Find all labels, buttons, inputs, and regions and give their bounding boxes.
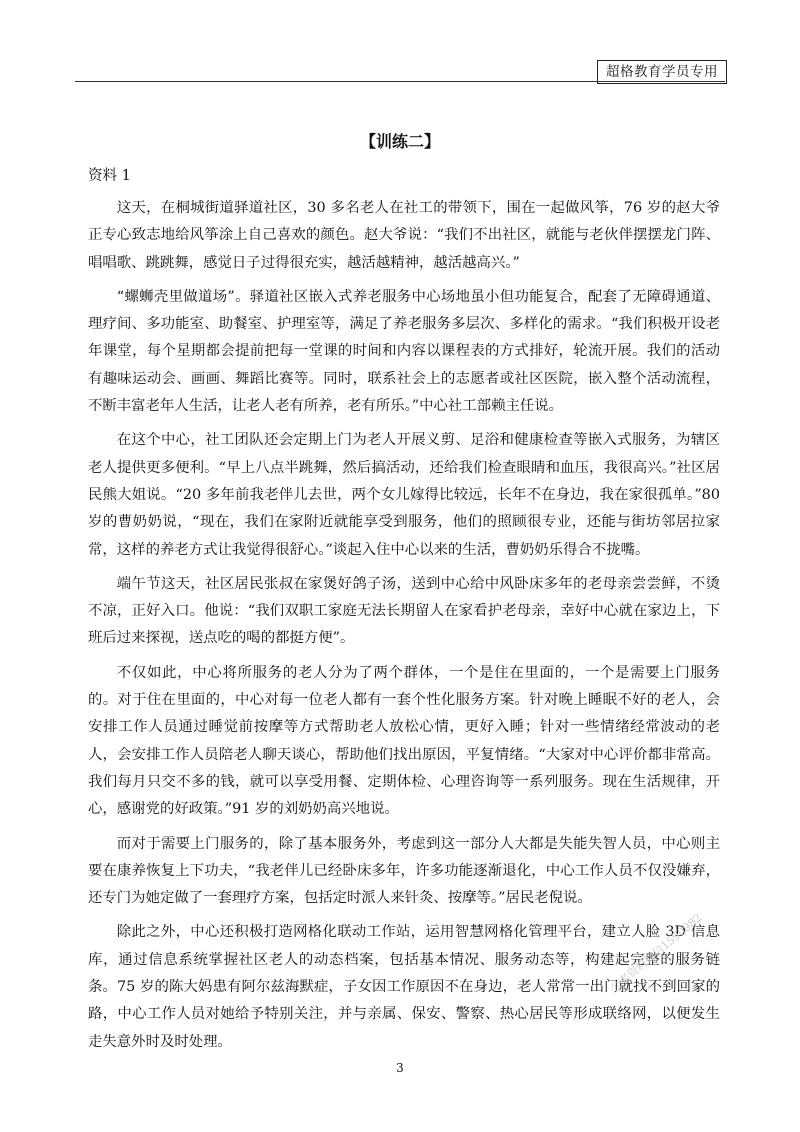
paragraph-3: 在这个中心，社工团队还会定期上门为老人开展义剪、足浴和健康检查等嵌入式服务，为辖区老人提供更多便利。“早上八点半跳舞，然后搞活动，还给我们检查眼睛和血压，我很高兴。”社区居民熊大姐说。“20 多年前我老伴儿去世，两个女儿嫁得比较远，长年不在身边，我在家很孤单。”80 岁的曹奶奶说，“现在，我们在家附近就能享受到服务，他们的照顾很专业，还能与街坊邻居拉家常，这样的养老方式让我觉得很舒心。”谈起入住中心以来的生活，曹奶奶乐得合不拢嘴。 — [88, 432, 720, 558]
paragraph-2: “螺蛳壳里做道场”。驿道社区嵌入式养老服务中心场地虽小但功能复合，配套了无障碍通道、理疗间、多功能室、助餐室、护理室等，满足了养老服务多层次、多样化的需求。“我们积极开设老年课堂，每个星期都会提前把每一堂课的时间和内容以课程表的方式排好，轮流开展。我们的活动有趣味运动会、画画、舞蹈比赛等。同时，联系社会上的志愿者或社区医院，嵌入整个活动流程，不断丰富老年人生活，让老人老有所养，老有所乐。”中心社工部赖主任说。 — [88, 288, 720, 415]
paragraph-7: 除此之外，中心还积极打造网格化联动工作站，运用智慧网格化管理平台，建立人脸 3D 信息库，通过信息系统掌握社区老人的动态档案，包括基本情况、服务动态等，构建起完整的服务链条。75 岁的陈大妈患有阿尔兹海默症，子女因工作原因不在身边，老人常常一出门就找不到回家的路，中心工作人员对她给予特别关注，并与亲属、保安、警察、热心居民等形成联络网，以便发生走失意外时及时处理。 — [88, 924, 720, 1050]
paragraph-5: 不仅如此，中心将所服务的老人分为了两个群体，一个是住在里面的，一个是需要上门服务的。对于住在里面的，中心对每一位老人都有一套个性化服务方案。针对晚上睡眠不好的老人，会安排工作人员通过睡觉前按摩等方式帮助老人放松心情，更好入睡；针对一些情绪经常波动的老人，会安排工作人员陪老人聊天谈心，帮助他们找出原因，平复情绪。“大家对中心评价都非常高。我们每月只交不多的钱，就可以享受用餐、定期体检、心理咨询等一系列服务。现在生活规律，开心，感谢党的好政策。”91 岁的刘奶奶高兴地说。 — [88, 664, 720, 818]
stamp-label: 超格教育学员专用 — [597, 60, 727, 84]
paragraph-1: 这天，在桐城街道驿道社区，30 多名老人在社工的带领下，围在一起做风筝，76 岁的赵大爷正专心致志地给风筝涂上自己喜欢的颜色。赵大爷说：“我们不出社区，就能与老伙伴摆摆龙门阵、唱唱歌、跳跳舞，感觉日子过得很充实，越活越精神，越活越高兴。” — [88, 200, 720, 271]
page-title: 【训练二】 — [359, 132, 440, 151]
document-body — [88, 165, 720, 1063]
page-number: 3 — [396, 1061, 404, 1075]
watermark: 公考资料微信1590982 — [608, 911, 705, 995]
paragraph-6: 而对于需要上门服务的，除了基本服务外，考虑到这一部分人大都是失能失智人员，中心则主要在康养恢复上下功夫，“我老伴儿已经卧床多年，许多功能逐渐退化，中心工作人员不仅没嫌弃，还专门为她定做了一套理疗方案，包括定时派人来针灸、按摩等。”居民老倪说。 — [88, 835, 720, 907]
paragraph-4: 端午节这天，社区居民张叔在家煲好鸽子汤，送到中心给中风卧床多年的老母亲尝尝鲜，不烫不凉，正好入口。他说：“我们双职工家庭无法长期留人在家看护老母亲，幸好中心就在家边上，下班后过来探视，送点吃的喝的都挺方便”。 — [88, 575, 720, 647]
header-divider — [75, 81, 725, 82]
section-label: 资料 1 — [88, 168, 131, 184]
